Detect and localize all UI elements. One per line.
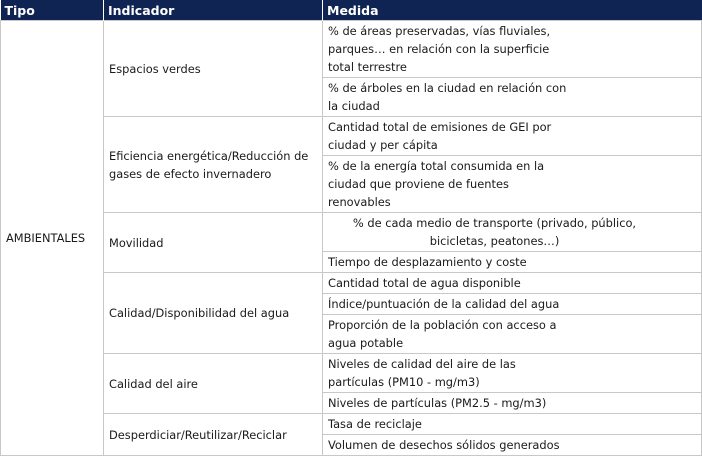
table-row	[1, 213, 702, 252]
medida-cell: Volumen de desechos sólidos generados	[323, 435, 702, 456]
indicador-cell: Calidad del aire	[104, 354, 323, 414]
medida-cell: % de áreas preservadas, vías fluviales, parques… en relación con la superficie total terrestre	[323, 21, 702, 78]
header-tipo: Tipo	[1, 0, 104, 21]
tipo-cell: AMBIENTALES	[1, 21, 104, 456]
table-row	[1, 117, 702, 156]
table-row	[1, 21, 702, 78]
medida-cell: Índice/puntuación de la calidad del agua	[323, 294, 702, 315]
table-row	[1, 354, 702, 393]
medida-cell: Tiempo de desplazamiento y coste	[323, 252, 702, 273]
medida-cell: Cantidad total de emisiones de GEI por ciudad y per cápita	[323, 117, 702, 156]
header-medida: Medida	[323, 0, 702, 21]
indicador-cell: Eficiencia energética/Reducción de gases de efecto invernadero	[104, 117, 323, 213]
medida-cell: Cantidad total de agua disponible	[323, 273, 702, 294]
header-indicador: Indicador	[104, 0, 323, 21]
indicador-cell: Desperdiciar/Reutilizar/Reciclar	[104, 414, 323, 456]
medida-cell: % de la energía total consumida en la ciudad que proviene de fuentes renovables	[323, 156, 702, 213]
header-row	[1, 0, 702, 21]
medida-cell: Tasa de reciclaje	[323, 414, 702, 435]
medida-cell: % de cada medio de transporte (privado, público, bicicletas, peatones…)	[323, 213, 702, 252]
indicador-cell: Movilidad	[104, 213, 323, 273]
medida-cell: Niveles de calidad del aire de las partículas (PM10 - mg/m3)	[323, 354, 702, 393]
indicador-cell: Espacios verdes	[104, 21, 323, 117]
medida-cell: % de árboles en la ciudad en relación con la ciudad	[323, 78, 702, 117]
table-row	[1, 414, 702, 435]
medida-cell: Niveles de partículas (PM2.5 - mg/m3)	[323, 393, 702, 414]
indicador-cell: Calidad/Disponibilidad del agua	[104, 273, 323, 354]
medida-cell: Proporción de la población con acceso a agua potable	[323, 315, 702, 354]
table-row	[1, 273, 702, 294]
